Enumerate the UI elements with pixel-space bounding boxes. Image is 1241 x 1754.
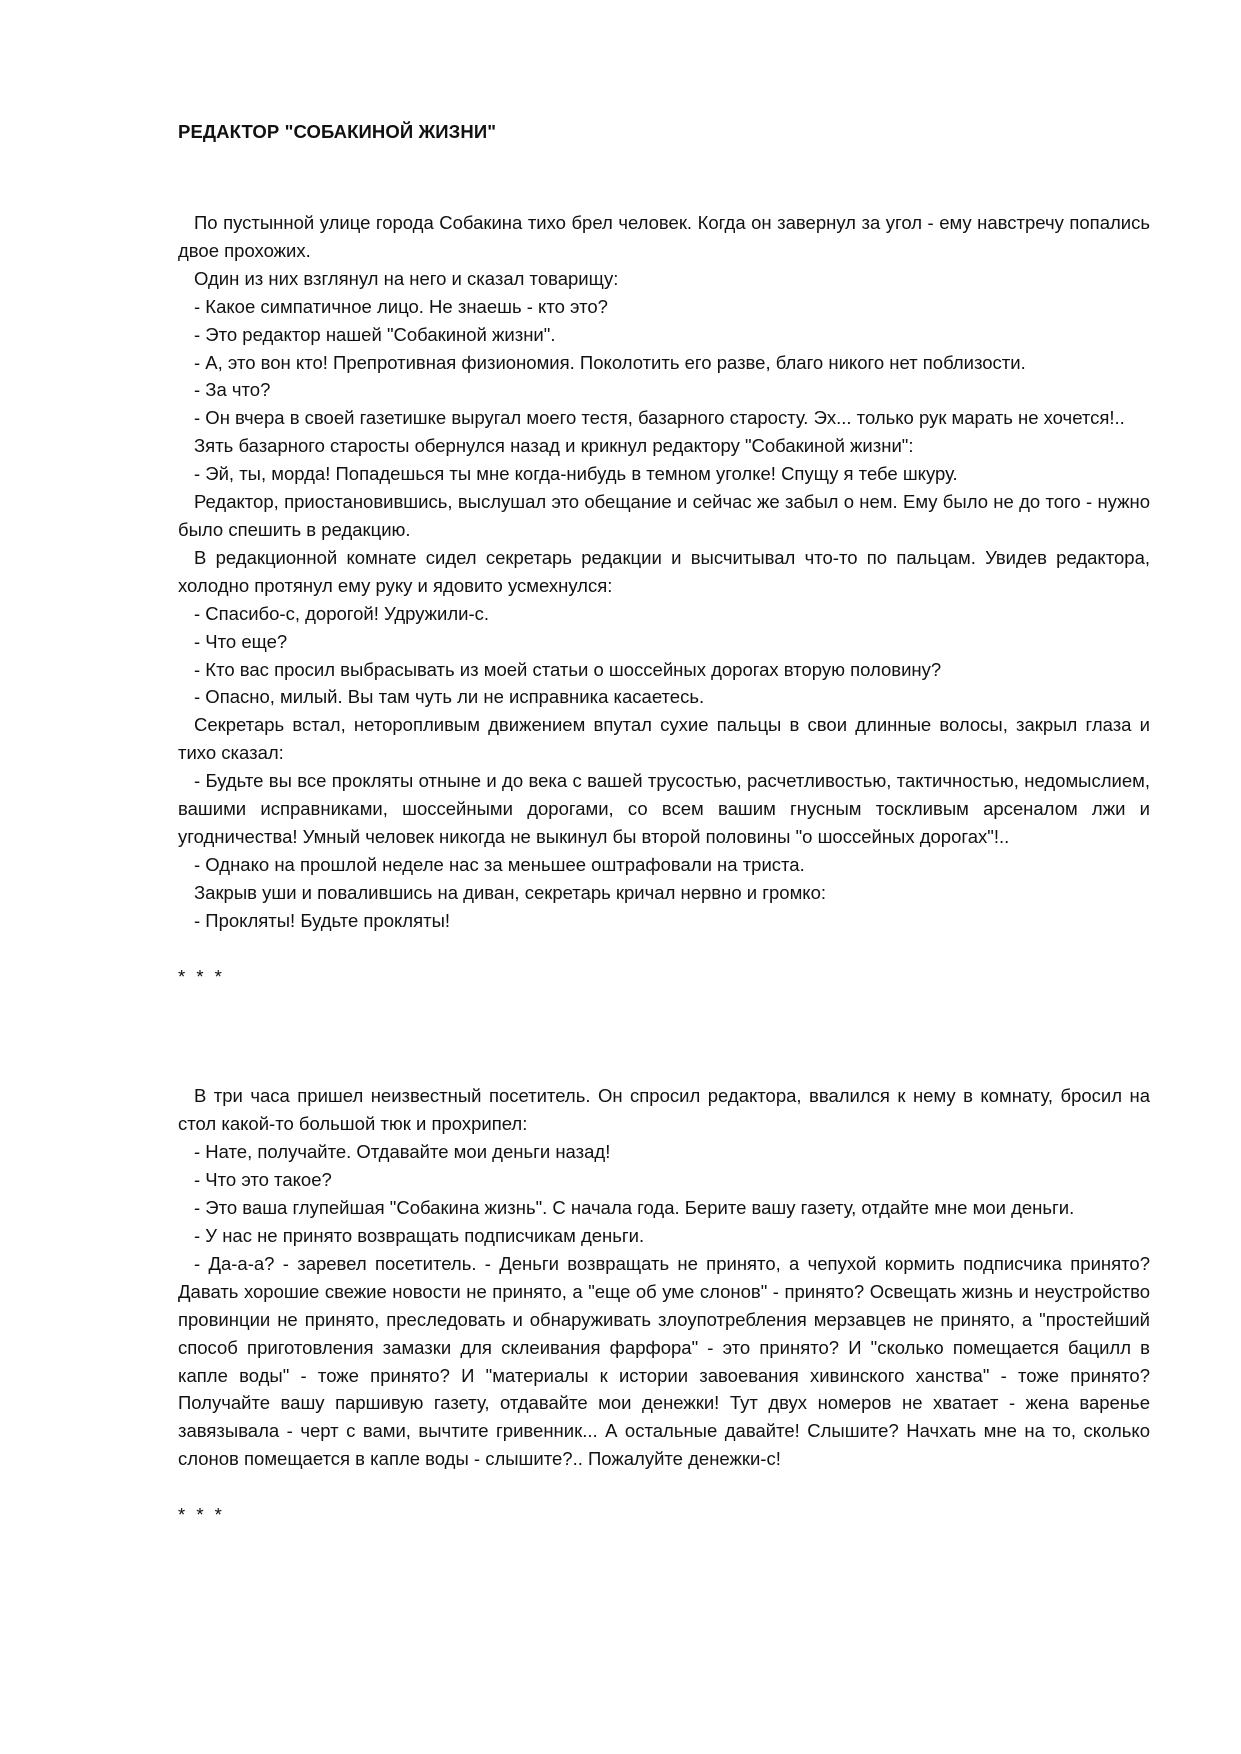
document-title: РЕДАКТОР "СОБАКИНОЙ ЖИЗНИ" [178,121,497,142]
paragraph: - Прокляты! Будьте прокляты! [194,909,451,931]
paragraph: По пустынной улице города Собакина тихо брел человек. Когда он завернул за угол - ему навстречу попались двое прохожих. [178,212,1150,261]
paragraph: Редактор, приостановившись, выслушал это обещание и сейчас же забыл о нем. Ему было не до того - нужно было спешить в редакцию. [178,491,1150,540]
paragraph: Секретарь встал, неторопливым движением впутал сухие пальцы в свои длинные волосы, закрыл глаза и тихо сказал: [178,714,1150,764]
paragraph: В три часа пришел неизвестный посетитель. Он спросил редактора, ввалился к нему в комнату, бросил на стол какой-то большой тюк и прохрипел: [178,1085,1150,1135]
paragraph: - Что это такое? [194,1169,332,1191]
paragraph: - Эй, ты, морда! Попадешься ты мне когда-нибудь в темном уголке! Спущу я тебе шкуру. [194,463,958,485]
section-separator: * * * [178,965,225,987]
paragraph: Закрыв уши и повалившись на диван, секретарь кричал нервно и громко: [194,881,827,903]
paragraph: - Опасно, милый. Вы там чуть ли не исправника касаетесь. [194,686,705,708]
paragraph: Зять базарного старосты обернулся назад и крикнул редактору "Собакиной жизни": [194,435,914,457]
paragraph: Один из них взглянул на него и сказал товарищу: [194,267,619,289]
paragraph: - Нате, получайте. Отдавайте мои деньги назад! [194,1141,611,1163]
paragraph: - Что еще? [194,630,288,652]
section-separator: * * * [178,1504,225,1526]
paragraph: - Да-а-а? - заревел посетитель. - Деньги возвращать не принято, а чепухой кормить подписчика принято? Давать хорошие свежие новости не принято, а "еще об уме слонов" - принято? Освещать жизнь и неустройство провинции не принято, преследовать и обнаруживать злоупотребления мерзавцев не принято, а "простейший способ приготовления замазки для склеивания фарфора" - это принято? И "сколько помещается бацилл в капле воды" - тоже принято? И "материалы к истории завоевания хивинского ханства" - тоже принято? Получайте вашу паршивую газету, отдавайте мои денежки! Тут двух номеров не хватает - жена варенье завязывала - черт с вами, вычтите гривенник... А остальные давайте! Слышите? Начхать мне на то, сколько слонов помещается в капле воды - слышите?.. Пожалуйте денежки-с! [178,1252,1150,1470]
paragraph: - Какое симпатичное лицо. Не знаешь - кто это? [194,295,608,317]
paragraph: - Это редактор нашей "Собакиной жизни". [194,323,556,345]
paragraph: - Он вчера в своей газетишке выругал моего тестя, базарного старосту. Эх... только рук марать не хочется!.. [194,407,1125,429]
paragraph: - У нас не принято возвращать подписчикам деньги. [194,1225,645,1246]
document-content [178,118,1150,1529]
paragraph: - А, это вон кто! Препротивная физиономия. Поколотить его разве, благо никого нет поблизости. [194,351,1026,373]
paragraph: - Будьте вы все прокляты отныне и до века с вашей трусостью, расчетливостью, тактичностью, недомыслием, вашими исправниками, шоссейными дорогами, со всем вашим гнусным тоскливым арсеналом лжи и угодничества! Умный человек никогда не выкинул бы второй половины "о шоссейных дорогах"!.. [178,770,1150,847]
section-1 [178,209,1150,935]
paragraph: - За что? [194,379,271,401]
paragraph: - Спасибо-с, дорогой! Удружили-с. [194,602,490,624]
paragraph: - Кто вас просил выбрасывать из моей статьи о шоссейных дорогах вторую половину? [194,658,942,680]
paragraph: - Однако на прошлой неделе нас за меньшее оштрафовали на триста. [194,853,805,875]
paragraph: - Это ваша глупейшая "Собакина жизнь". С начала года. Берите вашу газету, отдайте мне мои деньги. [194,1197,1075,1219]
section-2 [178,1082,1150,1473]
paragraph: В редакционной комнате сидел секретарь редакции и высчитывал что-то по пальцам. Увидев редактора, холодно протянул ему руку и ядовито усмехнулся: [178,546,1150,596]
